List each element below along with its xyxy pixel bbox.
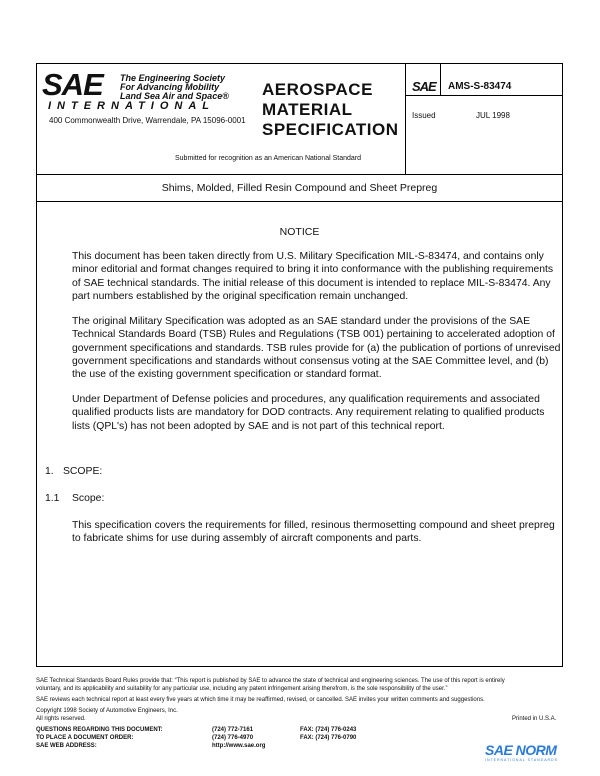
tagline-3: Land Sea Air and Space® xyxy=(120,91,229,101)
address: 400 Commonwealth Drive, Warrendale, PA 15096-0001 xyxy=(49,116,246,125)
order-label: TO PLACE A DOCUMENT ORDER: xyxy=(36,735,134,741)
issued-date: JUL 1998 xyxy=(476,111,510,120)
notice-paragraph-2: The original Military Specification was adopted as an SAE standard under the provisions of the SAE Technical Standards Board (TSB) Rules and Regulations (TSB 001) pertaining to accelerated adoption of government specifications and standards. TSB rules provide for (a) the publication of portions of unrevised government specifications and standards without consensus voting at the SAE Committee level, and (b) the use of the existing government specification or standard format. xyxy=(72,316,561,381)
section-1-1-title: Scope: xyxy=(72,493,105,504)
header-divider xyxy=(405,63,406,175)
footer-copyright: Copyright 1998 Society of Automotive Engineers, Inc. xyxy=(36,708,178,714)
document-number: AMS-S-83474 xyxy=(448,81,512,92)
order-fax: FAX: (724) 776-0790 xyxy=(300,735,357,741)
notice-heading: NOTICE xyxy=(279,226,320,238)
issued-label: Issued xyxy=(412,111,436,120)
document-title: Shims, Molded, Filled Resin Compound and Sheet Prepreg xyxy=(161,182,438,194)
notice-paragraph-3: Under Department of Defense policies and procedures, any qualification requirements and associated qualified products lists are mandatory for DOD contracts. Any requirement relating to qualified products lists (QPL's) has not been adopted by SAE and is not part of this technical report. xyxy=(72,394,545,432)
watermark-subtext: INTERNATIONAL STANDARDS xyxy=(485,758,558,762)
submitted-note: Submitted for recognition as an American National Standard xyxy=(175,155,361,162)
web-url[interactable]: http://www.sae.org xyxy=(212,743,266,749)
footer-rights: All rights reserved. xyxy=(36,716,86,722)
questions-phone: (724) 772-7161 xyxy=(212,727,254,733)
spec-type-1: AEROSPACE xyxy=(262,80,373,99)
web-label: SAE WEB ADDRESS: xyxy=(36,743,97,749)
sae-norm-watermark xyxy=(485,742,585,772)
footer-printed: Printed in U.S.A. xyxy=(512,716,557,722)
header-divider-small xyxy=(440,63,441,95)
section-1-1-number: 1.1 xyxy=(45,493,60,504)
footer-policy-2: voluntary, and its applicability and suitability for any particular use, including any patent infringement arising therefrom, is the sole responsibility of the user.” xyxy=(36,686,448,692)
footer-policy-1: SAE Technical Standards Board Rules provide that: “This report is published by SAE to advance the state of technical and engineering sciences. The use of this report is entirely xyxy=(36,678,505,684)
section-1-number: 1. xyxy=(45,466,54,477)
tagline-1: The Engineering Society xyxy=(120,73,226,83)
section-1-title: SCOPE: xyxy=(63,466,103,477)
spec-type-3: SPECIFICATION xyxy=(262,120,399,139)
international-wordmark: INTERNATIONAL xyxy=(48,100,216,112)
notice-paragraph-1: This document has been taken directly from U.S. Military Specification MIL-S-83474, and contains only minor editorial and format changes required to bring it into conformance with the publishing requirements of SAE technical standards. The initial release of this document is intended to replace MIL-S-83474. Any part numbers established by the original specification remain unchanged. xyxy=(72,251,554,302)
questions-label: QUESTIONS REGARDING THIS DOCUMENT: xyxy=(36,727,163,733)
questions-fax: FAX: (724) 776-0243 xyxy=(300,727,357,733)
watermark-text: SAE NORM xyxy=(485,742,557,758)
order-phone: (724) 776-4970 xyxy=(212,735,254,741)
header-rule xyxy=(405,95,563,96)
sae-logo: SAE xyxy=(42,67,103,102)
spec-type-2: MATERIAL xyxy=(262,100,353,119)
section-1-1-body: This specification covers the requirements for filled, resinous thermosetting compound and sheet prepreg to fabricate shims for use during assembly of aircraft components and parts. xyxy=(72,520,555,545)
sae-mark: SAE xyxy=(412,79,436,94)
footer-policy-3: SAE reviews each technical report at least every five years at which time it may be reaffirmed, revised, or cancelled. SAE invites your written comments and suggestions. xyxy=(36,697,485,703)
tagline-2: For Advancing Mobility xyxy=(120,82,220,92)
